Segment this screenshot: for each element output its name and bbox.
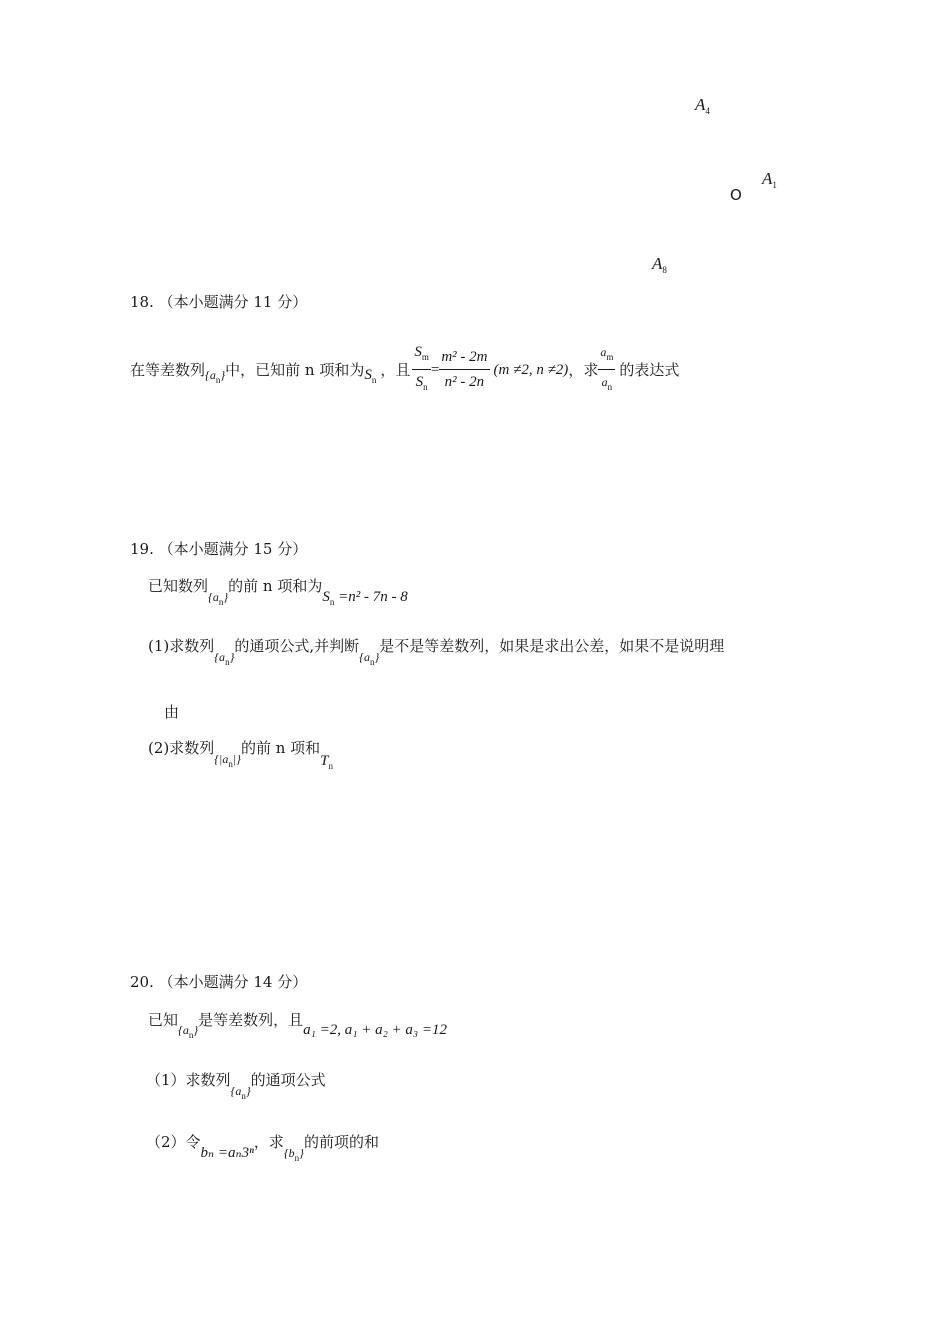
q18-text1: 在等差数列	[130, 360, 206, 379]
q20-line1-text-b: 是等差数列，且	[198, 1011, 304, 1029]
point-a8-subscript: 8	[662, 265, 667, 275]
q18-header: 18. （本小题满分 11 分）	[130, 293, 308, 311]
q20-p2-formula: bₙ =aₙ3ⁿ	[200, 1145, 254, 1161]
q19-line1-seq-sub: n	[218, 597, 224, 607]
q20-part1	[146, 1070, 326, 1101]
q20-p2-sequence	[283, 1146, 304, 1163]
q18-rhs-fraction	[439, 347, 489, 392]
q18-equals: =	[430, 361, 440, 378]
q19-p2-t-sub: n	[328, 761, 334, 771]
q20-header: 20. （本小题满分 14 分）	[130, 973, 308, 991]
point-a1-subscript: 1	[772, 180, 777, 190]
q20-line1	[148, 1010, 448, 1040]
q19-p1-seq-2-sub: n	[369, 657, 375, 667]
q19-p1-seq-1-close: }	[229, 650, 235, 664]
q18-statement	[130, 342, 679, 397]
q18-text3: ，且	[380, 360, 411, 379]
q18-sm-over-sn	[412, 342, 431, 397]
q20-p2-text-a: （2）令	[146, 1133, 201, 1151]
point-o-label: O	[730, 186, 742, 204]
q18-seq-close: }	[220, 368, 226, 382]
q20-line1-text-a: 已知	[148, 1011, 179, 1029]
q19-p2-text-b: 的前 n 项和	[240, 739, 321, 757]
point-a1-label	[762, 169, 777, 190]
q19-formula-s: S	[322, 589, 330, 605]
q19-line1-sequence	[208, 590, 229, 607]
q20-p2-seq: {b	[283, 1146, 295, 1160]
q19-p1-seq-2: {a	[359, 650, 370, 664]
q19-header: 19. （本小题满分 15 分）	[130, 540, 308, 558]
q20-p1-text-a: （1）求数列	[146, 1071, 231, 1089]
q19-part1	[148, 636, 725, 667]
q20-line1-seq-close: }	[193, 1023, 199, 1037]
q18-ratio-num-sub: m	[606, 352, 614, 362]
q20-p1-seq-sub: n	[241, 1091, 246, 1101]
q18-text5: 的表达式	[619, 360, 680, 379]
q19-line1-formula	[322, 589, 407, 605]
q19-p1-text-b: 的通项公式,并判断	[234, 637, 360, 655]
q20-line1-formula: a₁ =2, a₁ + a₂ + a₃ =12	[303, 1022, 448, 1038]
q19-p1-seq-2-close: }	[374, 650, 380, 664]
q19-p1-sequence-1	[214, 650, 235, 667]
point-a8-letter: A	[652, 254, 663, 273]
point-a1-letter: A	[762, 169, 773, 188]
q19-p1-text-a: (1)求数列	[148, 637, 215, 655]
point-a4-letter: A	[695, 95, 706, 114]
q18-sequence	[205, 365, 225, 390]
q18-rhs-den: n² - 2n	[444, 374, 485, 390]
q18-frac-num-sub: m	[421, 352, 429, 362]
q19-p2-text-a: (2)求数列	[148, 739, 215, 757]
q19-p2-tn	[320, 753, 333, 769]
q19-line1-seq-close: }	[223, 590, 229, 604]
q18-seq-a: {a	[205, 368, 216, 382]
q19-line1-seq: {a	[208, 590, 219, 604]
q20-p2-text-b: ，求	[253, 1133, 284, 1151]
q19-p2-seq: {|a	[214, 752, 229, 766]
q18-ratio-num: a	[600, 345, 607, 359]
q19-p1-text-c: 是不是等差数列，如果是求出公差，如果不是说明理	[379, 637, 725, 655]
point-a4-subscript: 4	[705, 106, 710, 116]
q20-part2	[146, 1132, 379, 1163]
q18-sn	[364, 365, 376, 390]
q19-part2	[148, 738, 334, 771]
q20-line1-sequence	[178, 1023, 199, 1040]
q19-p2-seq-close: |}	[232, 752, 241, 766]
q19-p1-sequence-2	[359, 650, 380, 667]
point-a4-label	[695, 95, 710, 116]
q19-line1-text-b: 的前 n 项和为	[228, 577, 323, 595]
q18-seq-sub: n	[215, 375, 221, 385]
q18-frac-den-sub: n	[423, 382, 428, 392]
q18-am-over-an	[598, 342, 615, 397]
q20-p2-seq-sub: n	[294, 1153, 300, 1163]
q18-rhs-num: m² - 2m	[439, 347, 489, 370]
q20-p2-seq-close: }	[299, 1146, 304, 1160]
q18-ratio-den: a	[601, 375, 608, 389]
q19-p1-continuation: 由	[164, 703, 180, 721]
q19-p2-seq-sub: n	[228, 759, 233, 769]
q20-p1-seq: {a	[230, 1084, 242, 1098]
q20-p1-sequence	[230, 1084, 251, 1101]
q19-line1	[148, 576, 408, 607]
q18-frac-num: S	[414, 344, 422, 360]
q18-text2: 中，已知前 n 项和为	[225, 360, 365, 379]
q20-p2-text-c: 的前项的和	[303, 1133, 379, 1151]
q20-p1-seq-close: }	[245, 1084, 251, 1098]
q19-p2-sequence	[214, 752, 241, 769]
q19-p2-t: T	[320, 753, 329, 769]
q18-ratio-den-sub: n	[607, 382, 613, 392]
q18-condition: (m ≠2, n ≠2)	[493, 361, 569, 378]
q19-formula-s-sub: n	[329, 597, 335, 607]
q20-p1-text-b: 的通项公式	[250, 1071, 326, 1089]
q19-formula-rest: =n² - 7n - 8	[334, 589, 408, 605]
q20-line1-seq-sub: n	[188, 1030, 194, 1040]
q19-p1-seq-1-sub: n	[225, 657, 230, 667]
q18-text4: ，求	[568, 360, 599, 379]
q18-frac-den: S	[415, 374, 424, 390]
q18-s-sub: n	[371, 375, 377, 385]
q20-line1-seq: {a	[178, 1023, 189, 1037]
point-a8-label	[652, 254, 667, 275]
q18-s: S	[364, 367, 372, 383]
q19-p1-seq-1: {a	[214, 650, 226, 664]
q19-line1-text-a: 已知数列	[148, 577, 209, 595]
